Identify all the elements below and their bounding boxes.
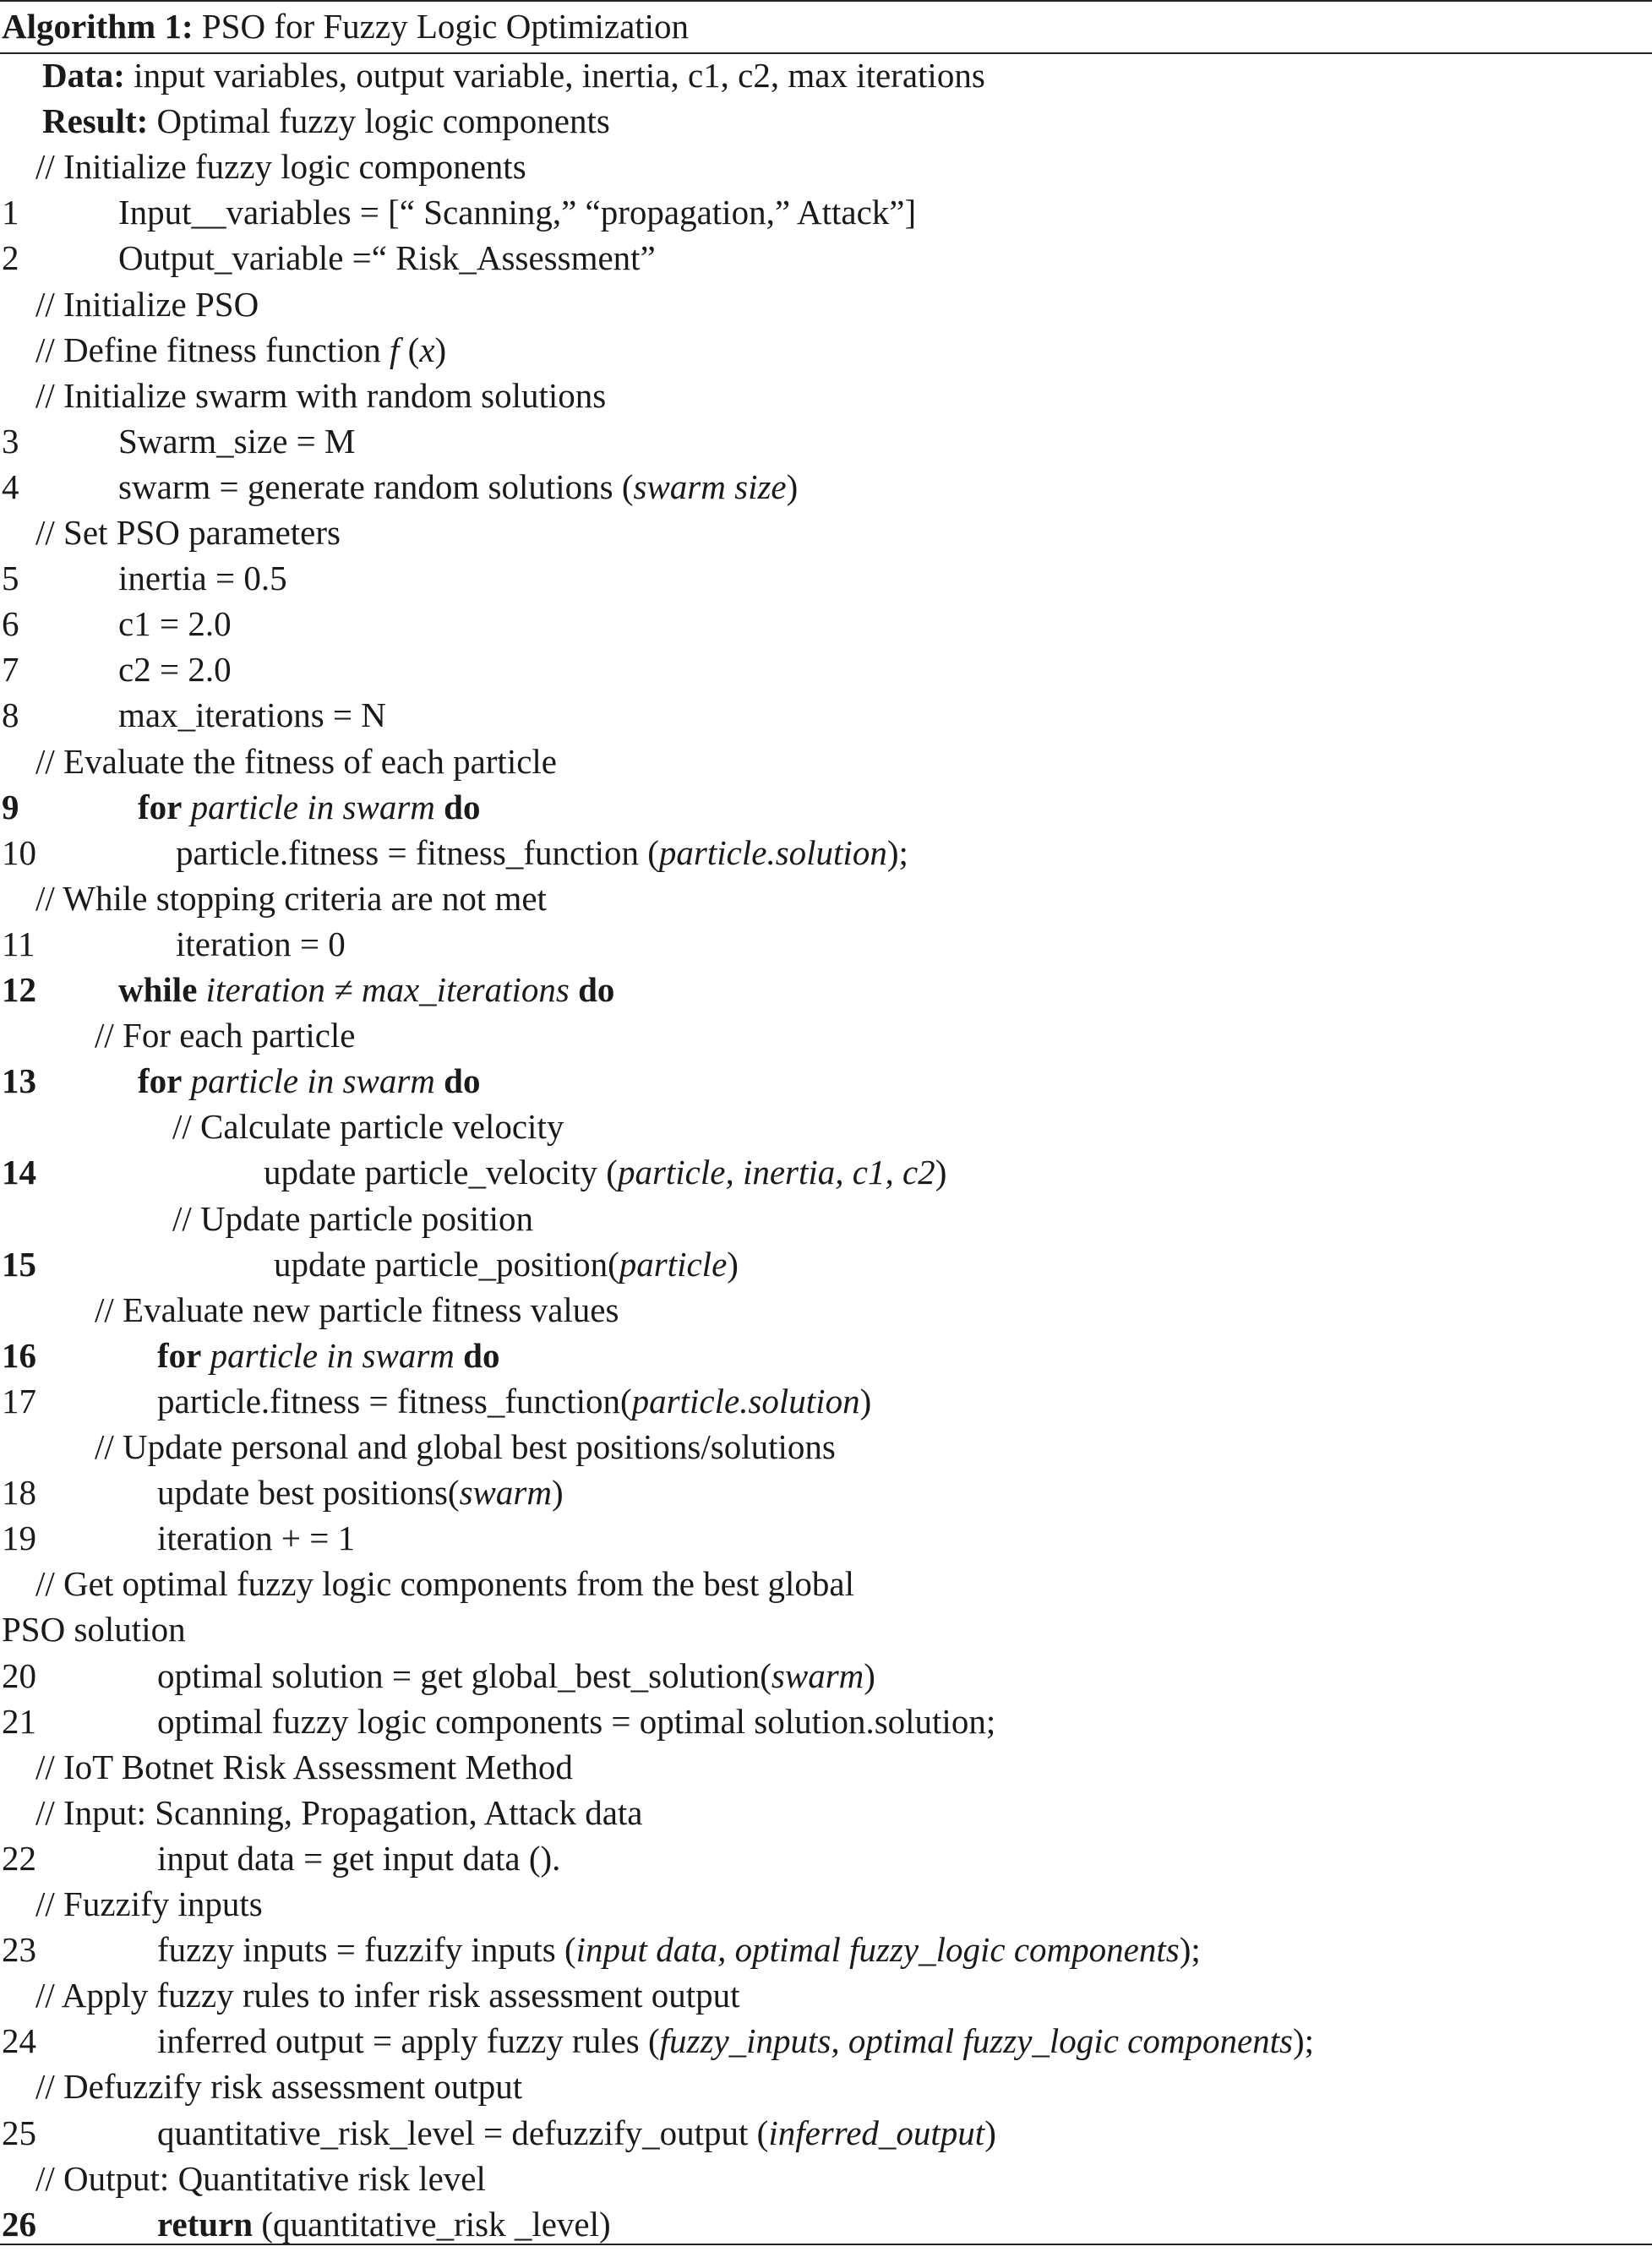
line-text	[35, 739, 557, 784]
code-text: fuzzy inputs = fuzzify inputs (	[157, 1930, 576, 1969]
line-number: 21	[2, 1702, 36, 1741]
algorithm-line	[0, 646, 1652, 692]
code-text: PSO solution	[2, 1610, 186, 1649]
algorithm-comment-line	[0, 1561, 1652, 1606]
line-text	[118, 464, 798, 510]
code-text: // Evaluate the fitness of each particle	[35, 742, 558, 781]
code-text: // Initialize fuzzy logic components	[35, 147, 526, 186]
algorithm-line	[0, 1515, 1652, 1561]
code-text: )	[984, 2113, 996, 2152]
line-text	[157, 1699, 995, 1744]
line-text	[157, 2018, 1314, 2064]
code-text: optimal fuzzy logic components = optimal solution.solution;	[157, 1702, 996, 1741]
line-text	[157, 2201, 611, 2247]
line-number: 22	[2, 1839, 36, 1878]
code-text: )	[786, 467, 799, 506]
line-number: 9	[2, 788, 19, 826]
code-text: inertia = 0.5	[118, 559, 287, 597]
algorithm-comment-line	[0, 2064, 1652, 2109]
italic-expression: particle in swarm	[190, 788, 435, 826]
keyword: for	[138, 788, 183, 826]
algorithm-line	[0, 1058, 1652, 1104]
code-text: // IoT Botnet Risk Assessment Method	[35, 1748, 573, 1786]
algorithm-line	[0, 189, 1652, 235]
italic-expression: swarm	[459, 1473, 552, 1512]
code-text: update particle_position(	[274, 1245, 619, 1284]
algorithm-line	[0, 1149, 1652, 1195]
italic-expression: particle in swarm	[190, 1061, 435, 1100]
code-text: )	[551, 1473, 564, 1512]
code-text: Swarm_size = M	[118, 422, 356, 461]
line-text	[138, 1058, 480, 1104]
code-text: Optimal fuzzy logic components	[148, 101, 610, 140]
line-number: 16	[2, 1336, 36, 1375]
italic-expression: particle	[619, 1245, 728, 1284]
code-text: optimal solution = get global_best_solution(	[157, 1656, 771, 1695]
code-text	[197, 970, 205, 1009]
line-text	[157, 1515, 355, 1561]
algorithm-caption	[0, 3, 1652, 49]
keyword: Data:	[42, 56, 125, 95]
line-text	[157, 1653, 875, 1699]
code-text: c2 = 2.0	[118, 650, 232, 689]
algorithm-line	[0, 1241, 1652, 1287]
code-text: // Initialize PSO	[35, 285, 259, 324]
line-text	[264, 1149, 946, 1195]
algorithm-line	[0, 1927, 1652, 1972]
algorithm-line	[0, 235, 1652, 281]
line-text	[35, 2156, 486, 2201]
line-text	[172, 1104, 564, 1149]
algorithm-line	[0, 921, 1652, 967]
algorithm-line	[0, 692, 1652, 738]
line-text	[95, 1287, 619, 1333]
code-text: (	[399, 330, 420, 369]
algorithm-comment-line	[0, 1287, 1652, 1333]
code-text: iteration = 0	[176, 924, 346, 963]
italic-expression: iteration ≠ max_iterations	[205, 970, 570, 1009]
line-number: 13	[2, 1061, 36, 1100]
line-number: 19	[2, 1519, 36, 1557]
algorithm-comment-line	[0, 1606, 1652, 1652]
line-number: 1	[2, 193, 19, 232]
code-text: // Defuzzify risk assessment output	[35, 2067, 523, 2106]
line-text	[157, 1927, 1201, 1972]
keyword: for	[157, 1336, 202, 1375]
algorithm-line	[0, 1378, 1652, 1424]
line-text	[157, 2110, 996, 2156]
line-number: 11	[2, 924, 35, 963]
line-text	[2, 1606, 186, 1652]
code-text: // For each particle	[95, 1016, 356, 1055]
algorithm-comment-line	[0, 1424, 1652, 1470]
code-text: update best positions(	[157, 1473, 460, 1512]
italic-expression: particle in swarm	[210, 1336, 455, 1375]
code-text: // Evaluate new particle fitness values	[95, 1290, 619, 1329]
code-text: // Update particle position	[172, 1199, 533, 1238]
keyword: do	[578, 970, 615, 1009]
line-text	[118, 967, 614, 1012]
line-text	[118, 418, 355, 464]
keyword: do	[444, 788, 481, 826]
code-text: iteration + = 1	[157, 1519, 356, 1557]
code-text: // While stopping criteria are not met	[35, 879, 547, 918]
line-text	[172, 1196, 533, 1241]
line-text	[35, 1561, 854, 1606]
algorithm-line	[0, 2110, 1652, 2156]
algorithm-comment-line	[0, 98, 1652, 144]
code-text: )	[864, 1656, 875, 1695]
algorithm-line	[0, 1333, 1652, 1378]
line-text	[118, 555, 287, 601]
line-text	[118, 692, 386, 738]
line-number: 26	[2, 2205, 36, 2244]
line-text	[35, 875, 547, 921]
code-text: c1 = 2.0	[118, 604, 232, 643]
algorithm-comment-line	[0, 875, 1652, 921]
code-text: );	[886, 833, 908, 872]
line-text	[176, 921, 346, 967]
line-text	[176, 830, 908, 875]
italic-expression: f	[390, 330, 400, 369]
keyword: Result:	[42, 101, 149, 140]
code-text: particle.fitness = fitness_function (	[176, 833, 659, 872]
keyword: return	[157, 2205, 254, 2244]
code-text: Output_variable =“ Risk_Assessment”	[118, 238, 656, 277]
italic-expression: swarm size	[633, 467, 787, 506]
algorithm-title: PSO for Fuzzy Logic Optimization	[201, 7, 690, 46]
code-text: )	[859, 1382, 872, 1420]
line-text	[157, 1470, 564, 1515]
algorithm-line	[0, 1835, 1652, 1881]
line-text	[35, 1744, 573, 1790]
line-text	[157, 1333, 499, 1378]
algorithm-comment-line	[0, 510, 1652, 555]
code-text: // Define fitness function	[35, 330, 390, 369]
code-text: )	[727, 1245, 739, 1284]
code-text: // Apply fuzzy rules to infer risk assessment output	[35, 1976, 740, 2015]
code-text: inferred output = apply fuzzy rules (	[157, 2021, 660, 2060]
algorithm-line	[0, 1699, 1652, 1744]
code-text	[570, 970, 578, 1009]
line-number: 20	[2, 1656, 36, 1695]
code-text: // Output: Quantitative risk level	[35, 2159, 486, 2198]
italic-expression: particle, inertia, c1, c2	[617, 1153, 935, 1191]
algorithm-comment-line	[0, 1881, 1652, 1927]
line-text	[35, 373, 606, 418]
italic-expression: fuzzy_inputs, optimal fuzzy_logic components	[659, 2021, 1293, 2060]
italic-expression: x	[419, 330, 435, 369]
code-text: // Fuzzify inputs	[35, 1884, 263, 1923]
algorithm-comment-line	[0, 52, 1652, 98]
line-text	[95, 1012, 356, 1058]
line-number: 18	[2, 1473, 36, 1512]
italic-expression: particle.solution	[658, 833, 887, 872]
line-number: 23	[2, 1930, 36, 1969]
code-text	[435, 788, 444, 826]
italic-expression: inferred_output	[768, 2113, 985, 2152]
code-text: )	[935, 1153, 947, 1191]
algorithm-comment-line	[0, 739, 1652, 784]
line-number: 25	[2, 2113, 36, 2152]
algorithm-line	[0, 2018, 1652, 2064]
code-text: // Initialize swarm with random solutions	[35, 376, 607, 415]
algorithm-comment-line	[0, 1972, 1652, 2018]
algorithm-comment-line	[0, 1196, 1652, 1241]
algorithm-line	[0, 464, 1652, 510]
line-text	[118, 235, 656, 281]
algorithm-comment-line	[0, 1104, 1652, 1149]
line-number: 7	[2, 650, 19, 689]
algorithm-comment-line	[0, 144, 1652, 189]
algorithm-line	[0, 601, 1652, 646]
line-text	[35, 327, 446, 373]
line-text	[138, 784, 480, 830]
code-text	[455, 1336, 463, 1375]
line-number: 4	[2, 467, 19, 506]
line-text	[42, 52, 985, 98]
code-text: (quantitative_risk _level)	[253, 2205, 611, 2244]
bottom-rule	[0, 2244, 1652, 2245]
code-text: // Update personal and global best positions/solutions	[95, 1427, 836, 1466]
code-text: // Set PSO parameters	[35, 513, 341, 552]
line-number: 12	[2, 970, 36, 1009]
code-text: // Input: Scanning, Propagation, Attack data	[35, 1793, 643, 1832]
italic-expression: swarm	[771, 1656, 864, 1695]
code-text: input variables, output variable, inertia, c1, c2, max iterations	[124, 56, 985, 95]
italic-expression: input data, optimal fuzzy_logic components	[575, 1930, 1180, 1969]
code-text	[182, 788, 190, 826]
code-text: // Get optimal fuzzy logic components from the best global	[35, 1564, 854, 1603]
line-number: 17	[2, 1382, 36, 1420]
algorithm-comment-line	[0, 1790, 1652, 1835]
code-text: )	[434, 330, 447, 369]
line-text	[35, 1972, 740, 2018]
keyword: for	[138, 1061, 183, 1100]
algorithm-line	[0, 1653, 1652, 1699]
line-text	[35, 2064, 522, 2109]
keyword: do	[444, 1061, 481, 1100]
line-text	[35, 1881, 263, 1927]
line-text	[35, 510, 341, 555]
code-text	[182, 1061, 190, 1100]
line-text	[35, 281, 259, 327]
line-text	[42, 98, 610, 144]
italic-expression: particle.solution	[631, 1382, 860, 1420]
algorithm-label: Algorithm 1:	[2, 7, 194, 46]
top-rule	[0, 0, 1652, 2]
code-text: Input__variables = [“ Scanning,” “propagation,” Attack”]	[118, 193, 917, 232]
line-number: 6	[2, 604, 19, 643]
line-text	[118, 601, 232, 646]
code-text: );	[1179, 1930, 1201, 1969]
algorithm-comment-line	[0, 1012, 1652, 1058]
code-text: particle.fitness = fitness_function(	[157, 1382, 632, 1420]
algorithm-line	[0, 1470, 1652, 1515]
algorithm-comment-line	[0, 281, 1652, 327]
line-text	[118, 189, 916, 235]
line-number: 24	[2, 2021, 36, 2060]
keyword: do	[463, 1336, 500, 1375]
algorithm-comment-line	[0, 373, 1652, 418]
keyword: while	[118, 970, 198, 1009]
line-number: 8	[2, 695, 19, 734]
code-text: max_iterations = N	[118, 695, 386, 734]
line-text	[35, 144, 526, 189]
code-text: input data = get input data ().	[157, 1839, 561, 1878]
code-text: // Calculate particle velocity	[172, 1107, 564, 1146]
code-text: update particle_velocity (	[264, 1153, 618, 1191]
algorithm-line	[0, 830, 1652, 875]
code-text	[201, 1336, 210, 1375]
line-text	[157, 1835, 560, 1881]
code-text	[435, 1061, 444, 1100]
line-number: 3	[2, 422, 19, 461]
code-text: swarm = generate random solutions (	[118, 467, 634, 506]
algorithm-line	[0, 418, 1652, 464]
algorithm-line	[0, 555, 1652, 601]
algorithm-comment-line	[0, 327, 1652, 373]
algorithm-line	[0, 2201, 1652, 2247]
line-text	[118, 646, 232, 692]
algorithm-line	[0, 784, 1652, 830]
algorithm-comment-line	[0, 1744, 1652, 1790]
line-text	[35, 1790, 643, 1835]
line-number: 5	[2, 559, 19, 597]
algorithm-comment-line	[0, 2156, 1652, 2201]
code-text: );	[1293, 2021, 1315, 2060]
line-text	[157, 1378, 871, 1424]
line-text	[274, 1241, 739, 1287]
line-number: 2	[2, 238, 19, 277]
algorithm-line	[0, 967, 1652, 1012]
line-number: 10	[2, 833, 36, 872]
line-text	[95, 1424, 836, 1470]
code-text: quantitative_risk_level = defuzzify_output (	[157, 2113, 769, 2152]
line-number: 15	[2, 1245, 36, 1284]
line-number: 14	[2, 1153, 36, 1191]
